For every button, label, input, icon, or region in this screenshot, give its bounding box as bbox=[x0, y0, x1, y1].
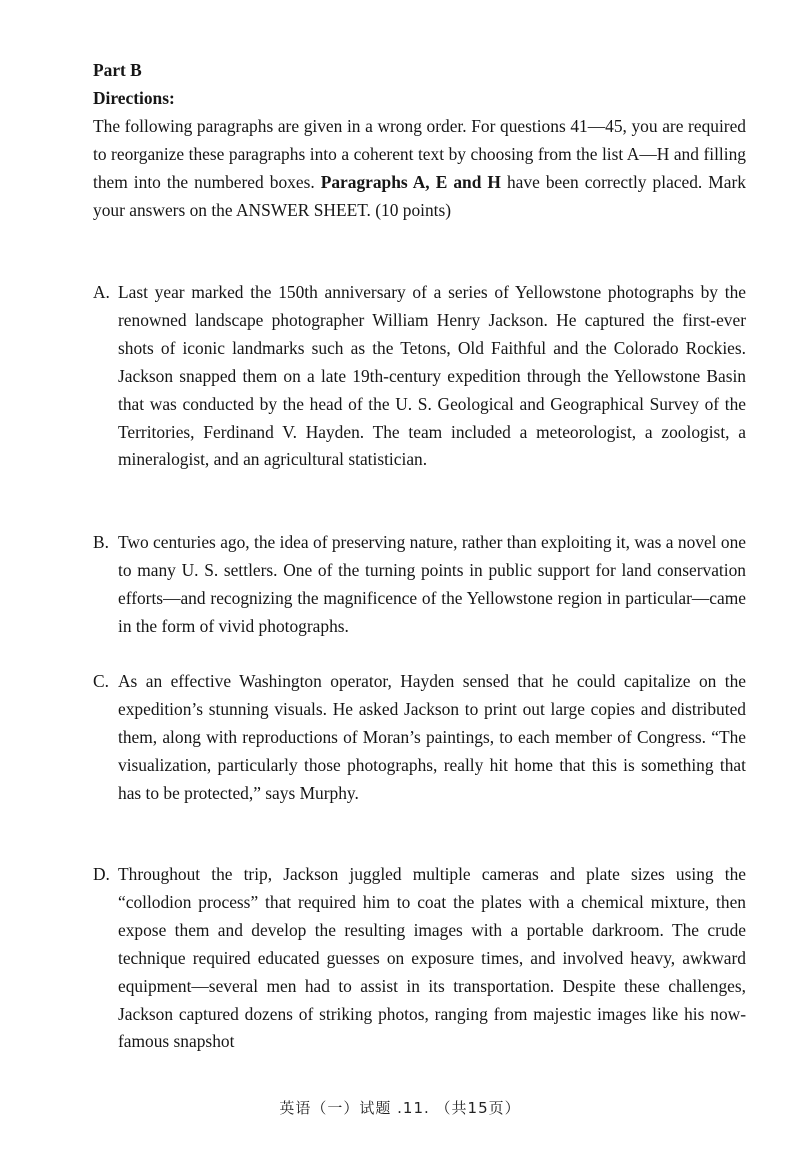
paragraph-text: As an effective Washington operator, Hayden sensed that he could capitalize on the expedition’s stunning visuals. He asked Jackson to print out large copies and distributed them, along with reproductions of Moran’s paintings, to each member of Congress. “The visualization, particularly those photographs, really hit home that this is something that has to be protected,” says Murphy. bbox=[118, 671, 746, 803]
directions-text bbox=[93, 112, 746, 224]
directions-text-1: The following paragraphs are given in a wrong order. For questions 41—45, you are required to reorganize these paragraphs into a coherent text by choosing from the list A—H and filling them into the numbered boxes. bbox=[93, 116, 746, 192]
paragraph-a bbox=[93, 279, 746, 474]
paragraph-letter: B. bbox=[93, 532, 109, 552]
directions-bold-text: Paragraphs A, E and H bbox=[320, 172, 501, 192]
paragraph-text: Last year marked the 150th anniversary of a series of Yellowstone photographs by the renowned landscape photographer William Henry Jackson. He captured the first-ever shots of iconic landmarks such as the Tetons, Old Faithful and the Colorado Rockies. Jackson snapped them on a late 19th-century expedition through the Yellowstone Basin that was conducted by the head of the U. S. Geological and Geographical Survey of the Territories, Ferdinand V. Hayden. The team included a meteorologist, a zoologist, a mineralogist, and an agricultural statistician. bbox=[118, 282, 746, 470]
paragraph-text: Throughout the trip, Jackson juggled multiple cameras and plate sizes using the “collodion process” that required him to coat the plates with a chemical mixture, then expose them and develop the resulting images with a portable darkroom. The crude technique required educated guesses on exposure times, and involved heavy, awkward equipment—several men had to assist in its transportation. Despite these challenges, Jackson captured dozens of striking photos, ranging from majestic images like his now-famous snapshot bbox=[118, 864, 746, 1052]
paragraph-letter: C. bbox=[93, 671, 109, 691]
paragraph-text: Two centuries ago, the idea of preserving nature, rather than exploiting it, was a novel one to many U. S. settlers. One of the turning points in public support for land conservation efforts—and recognizing the magnificence of the Yellowstone region in particular—came in the form of vivid photographs. bbox=[118, 532, 746, 636]
paragraph-d bbox=[93, 861, 746, 1056]
page-footer: 英语（一）试题 .11. （共15页） bbox=[279, 1099, 521, 1117]
part-title: Part B bbox=[93, 60, 142, 80]
paragraph-letter: A. bbox=[93, 282, 110, 302]
paragraph-b bbox=[93, 529, 746, 641]
directions-text-2: have been correctly placed. Mark your answers on the ANSWER SHEET. (10 points) bbox=[93, 172, 746, 220]
directions-label: Directions: bbox=[93, 88, 175, 108]
paragraph-letter: D. bbox=[93, 864, 110, 884]
paragraph-c bbox=[93, 668, 746, 808]
